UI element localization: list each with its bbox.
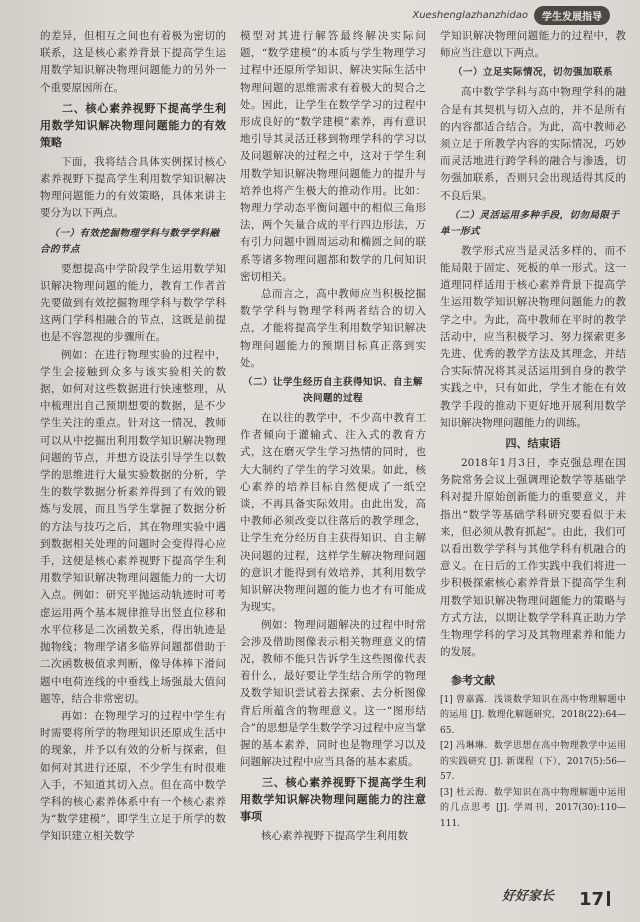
section-heading-2: 二、核心素养视野下提高学生利用数学知识解决物理问题能力的有效策略	[40, 101, 226, 149]
page-number: 17	[579, 889, 610, 910]
paragraph: 的差异，但相互之间也有着极为密切的联系，这是核心素养背景下提高学生运用数学知识解决物理问题能力的另外一个重要原因所在。	[40, 30, 226, 94]
paragraph: 高中数学学科与高中物理学科的融合是有其契机与切入点的，并不是所有的内容都适合结合。为此，高中教师必须立足于所教学内容的实际情况，巧妙而灵活地进行跨学科的融合与渗透，切勿强加联系，否则只会出现适得其反的不良后果。	[440, 86, 626, 202]
paragraph: 在以往的教学中，不少高中教育工作者倾向于灌输式、注入式的教育方式，这在磨灭学生学习热情的同时，也大大制约了学生的学习效果。如此，核心素养的培养目标自然便成了一纸空谈，不再具备实际效用。由此出发，高中教师必须改变以往落后的教学理念，让学生充分经历自主获得知识、自主解决问题的过程，这样学生解决物理问题的意识才能得到有效培养，其利用数学知识解决物理问题的能力也才有可能成为现实。	[240, 412, 426, 614]
paragraph: 模型对其进行解答最终解决实际问题，“数学建模”的本质与学生物理学习过程中还原所学知识、解决实际生活中物理问题的思维需求有着极大的契合之处。因此，让学生在数学学习的过程中形成良好的“数学建模”素养，再有意识地引导其灵活迁移到物理学科的学习以及问题解决的过程之中，这对于学生利用数学知识解决物理问题能力的提升与培养也将产生极大的推动作用。比如：物理力学动态平衡问题中的相似三角形法，两个矢量合成的平行四边形法，万有引力问题中圆周运动和椭圆之间的联系等诸多物理问题都和数学的几何知识密切相关。	[240, 30, 426, 283]
references-title: 参考文献	[451, 673, 495, 687]
text-column-2	[240, 28, 426, 846]
paragraph: 例如：物理问题解决的过程中时常会涉及借助图像表示相关物理意义的情况，教师不能只告诉学生这些图像代表着什么，最好要让学生结合所学的物理及数学知识尝试着去探索、去分析图像背后所蕴含的物理意义。这一“图形结合”的思想是学生数学学习过程中应当掌握的基本素养，同时也是物理学习以及问题解决过程中应当具备的基本素质。	[240, 618, 426, 769]
paragraph: 学知识解决物理问题能力的过程中，教师应当注意以下两点。	[440, 30, 626, 60]
section-heading-4: 四、结束语	[505, 437, 561, 451]
reference-item: [1] 曾嘉露．浅谈数学知识在高中物理解题中的运用 [J]. 数理化解题研究，2018(22):64—65.	[440, 694, 626, 736]
paragraph: 例如：在进行物理实验的过程中，学生会接触到众多与该实验相关的数据，如何对这些数据进行快速整理，从中梳理出自己预期想要的数据，是不少学生关注的重点。针对这一情况，教师可以从中挖掘出利用数学知识解决物理问题的节点，并想方设法引导学生以数学的思维进行大量实验数据的分析，学生的数学数据分析素养得到了有效的锻炼与发展，而且当学生掌握了数据分析的方法与技巧之后，其在物理实验中遇到数据相关处理的问题时会变得得心应手，这便是核心素养视野下提高学生利用数学知识解决物理问题能力的一大切入点。例如：研究平抛运动轨迹时可考虑运用两个基本规律推导出竖直位移和水平位移是二次函数关系，得出轨迹是抛物线；物理学诸多临界问题都借助于二次函数极值求判断，像导体棒下滑问题中电荷连线的中垂线上场强最大值问题等，结合非常密切。	[40, 348, 226, 705]
text-column-1	[40, 28, 226, 846]
paragraph: 教学形式应当是灵活多样的，而不能局限于固定、死板的单一形式。这一道理同样适用于核心素养背景下提高学生运用数学知识解决物理问题能力的教学之中。为此，高中教师在平时的教学活动中，应当积极学习、努力探索更多先进、优秀的教学方法及其理念，并结合实际情况将其灵活运用到自身的教学实践之中，只有如此，学生才能在有效教学手段的推动下更好地开展利用数学知识解决物理问题能力的训练。	[440, 244, 626, 429]
running-header	[412, 5, 610, 25]
reference-item: [3] 杜云海．数学知识在高中物理解题中运用的几点思考 [J]. 学周刊，2017(30):110—111.	[440, 787, 626, 829]
section-tag: 学生发展指导	[534, 6, 610, 25]
subheading-2: （二）让学生经历自主获得知识、自主解决问题的过程	[242, 377, 423, 405]
header-english-title: Xueshenglazhanzhidao	[412, 9, 528, 21]
paragraph: 再如：在物理学习的过程中学生有时需要将所学的物理知识还原成生活中的现象，并予以有效的分析与探索，但如何对其进行还原，不少学生有时很难入手，不知道其切入点。但在高中数学学科的核心素养体系中有一个核心素养为“数学建模”，即学生立足于所学的数学知识建立相关数学	[40, 709, 226, 843]
paragraph: 2018年1月3日，李克强总理在国务院常务会议上强调理论数学等基础学科对提升原始创新能力的重要意义，并指出“数学等基础学科研究要看似于未来，但必须从教育抓起”。由此，我们可以看出数学学科与其他学科有机融合的意义。在日后的工作实践中我们将进一步积极探索核心素养背景下提高学生利用数学知识解决物理问题能力的策略与方式方法，以期让数学学科真正助力学生物理学科的学习及其物理素养和能力的发展。	[440, 457, 626, 659]
paragraph: 核心素养视野下提高学生利用数	[261, 830, 408, 843]
magazine-logo: 好好家长	[501, 889, 554, 904]
paragraph: 下面，我将结合具体实例探讨核心素养视野下提高学生利用数学知识解决物理问题能力的有效策略，具体来讲主要分为以下两点。	[40, 155, 226, 220]
subheading-note-1: （一）立足实际情况，切勿强加联系	[452, 67, 613, 79]
reference-item: [2] 冯琳琳．数学思想在高中物理教学中运用的实践研究 [J]. 新课程（下），2017(5):56—57.	[440, 741, 626, 783]
section-heading-3: 三、核心素养视野下提高学生利用数学知识解决物理问题能力的注意事项	[240, 776, 426, 824]
paragraph: 总而言之，高中教师应当积极挖掘数学学科与物理学科两者结合的切入点，才能将提高学生利用数学知识解决物理问题能力的预期目标真正落到实处。	[240, 288, 426, 369]
paragraph: 要想提高中学阶段学生运用数学知识解决物理问题的能力，教育工作者首先要做到有效挖掘物理学科与数学学科这两门学科相融合的节点，这既是前提也是不容忽视的步骤所在。	[40, 262, 226, 344]
text-column-3	[440, 28, 626, 832]
subheading-note-2: （二）灵活运用多种手段，切勿局限于单一形式	[440, 209, 620, 237]
subheading-1: （一）有效挖掘物理学科与数学学科融合的节点	[40, 227, 220, 255]
